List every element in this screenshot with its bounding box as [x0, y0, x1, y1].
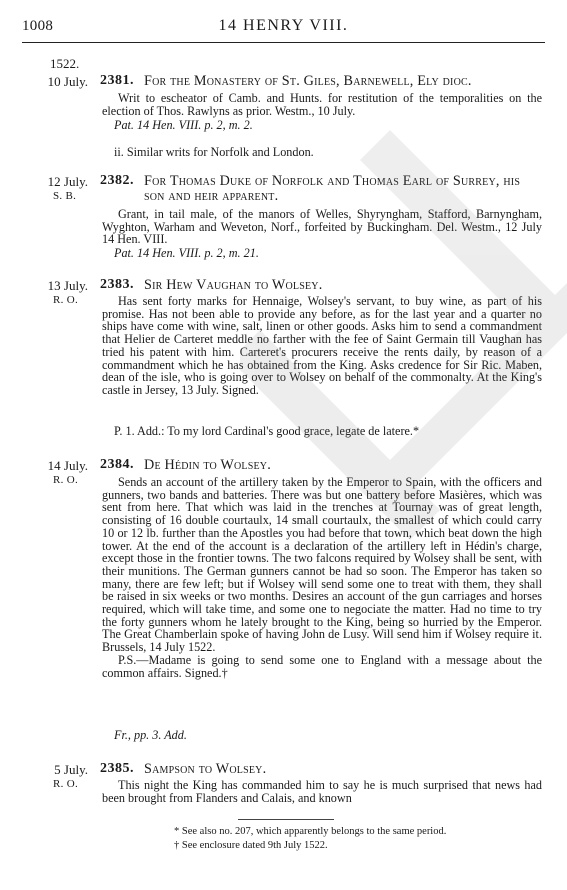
entry-heading: Sampson to Wolsey.	[144, 761, 267, 777]
header-rule	[22, 42, 545, 43]
citation-text: Pat. 14 Hen. VIII. p. 2, m. 2.	[114, 118, 253, 132]
entry-number: 2382.	[100, 173, 134, 188]
entry-source: R. O.	[53, 474, 79, 486]
entry-number: 2385.	[100, 761, 134, 776]
entry-body-text: Sends an account of the artillery taken by the Emperor to Spain, with the officers and gunners, two bands and batteries. There was but one battery before Masières, which was sent from here. That which was laid in the trenches at Tournay was of great length, consisting of 16 double courtaulx, 14 small courtaulx, the smallest of which could carry 10 or 12 lb. further than the Apostles you had before that town, which beat down the high tower. At the end of the account is a declaration of the artillery left in Hédin's charge, except those in the frontier towns. The two falcons required by Wolsey shall be sent, with their munitions. The German gunners cannot be had so soon. The Emperor has taken so many, there are few left; but if Wolsey will send some one to treat with them, they shall be raised in six weeks or two months. Desires an account of the gun carriages and horses required, which will take time, and some one to negociate the matter. Had no time to try the forty gunners whom he lately brought to the King, being so hurried by the Emperor. The Great Chamberlain spoke of having John de Lusy. Will send him if Wolsey require it. Brussels, 14 July 1522.	[102, 475, 542, 655]
entry-number: 2384.	[100, 457, 134, 472]
entry-date: 12 July.	[47, 174, 88, 189]
entry-body-text: This night the King has commanded him to say he is much surprised that news had been brought from Flanders and Calais, and known	[102, 778, 542, 805]
entry-source: R. O.	[53, 778, 79, 790]
entry-citation	[114, 247, 259, 260]
entry-citation	[114, 729, 187, 742]
entry-date: 13 July.	[47, 278, 88, 293]
citation-text: Fr., pp. 3. Add.	[114, 728, 187, 742]
entry-date: 14 July.	[47, 458, 88, 473]
entry-date: 10 July.	[47, 74, 88, 89]
entry-number: 2381.	[100, 73, 134, 88]
entry-body	[102, 779, 542, 804]
entry-heading: De Hédin to Wolsey.	[144, 457, 271, 473]
entry-citation: P. 1. Add.: To my lord Cardinal's good grace, legate de latere.*	[114, 424, 420, 438]
entry-heading: For the Monastery of St. Giles, Barnewell, Ely dioc.	[144, 73, 472, 89]
entry-source: S. B.	[53, 190, 77, 202]
entry-number: 2383.	[100, 277, 134, 292]
footnote-1: * See also no. 207, which apparently belongs to the same period.	[174, 826, 447, 837]
entry-heading: For Thomas Duke of Norfolk and Thomas Earl of Surrey, his son and heir apparent.	[144, 173, 521, 204]
entry-body-text: Has sent forty marks for Hennaige, Wolsey's servant, to buy wine, as part of his promise. Has not been able to provide any before, as for the last year and a quarter no ships have come with wine, salt, linen or other goods. Asks him to send a commandment that Helier de Carteret meddle no farther with the fee of Saint Germain till Vaughan has tried his patent with him. Carteret's procurers receive the rents daily, by reason of a commandment which he has obtained from the King. Asks credence for Sir Ric. Maben, dean of the isle, who is going over to Wolsey on behalf of the commonalty. At the King's castle in Jersey, 13 July. Signed.	[102, 294, 542, 397]
entry-body	[102, 476, 542, 679]
entry-source: R. O.	[53, 294, 79, 306]
footnote-2: † See enclosure dated 9th July 1522.	[174, 840, 328, 851]
entry-body	[102, 208, 542, 246]
citation-text: Pat. 14 Hen. VIII. p. 2, m. 21.	[114, 246, 259, 260]
entry-note: ii. Similar writs for Norfolk and London.	[114, 145, 314, 159]
entry-date: 5 July.	[54, 762, 88, 777]
entry-body-text: Grant, in tail male, of the manors of Welles, Shyryngham, Stafford, Barnyngham, Wyghton, Warham and Weveton, Norf., forfeited by Buckingham. Del. Westm., 12 July 14 Hen. VIII.	[102, 207, 542, 247]
page-header	[0, 16, 567, 38]
entry-citation	[114, 119, 253, 132]
running-title: 14 HENRY VIII.	[218, 17, 349, 34]
entry-body	[102, 295, 542, 397]
year-label: 1522.	[50, 56, 80, 71]
footnote-rule	[238, 819, 334, 820]
entry-body	[102, 92, 542, 117]
entry-heading: Sir Hew Vaughan to Wolsey.	[144, 277, 323, 293]
page-number: 1008	[22, 18, 54, 34]
entry-body-text: Writ to escheator of Camb. and Hunts. for restitution of the temporalities on the election of Thos. Rawlyns as prior. Westm., 10 July.	[102, 91, 542, 118]
entry-postscript: P.S.—Madame is going to send some one to England with a message about the common affairs. Signed.†	[102, 652, 542, 680]
